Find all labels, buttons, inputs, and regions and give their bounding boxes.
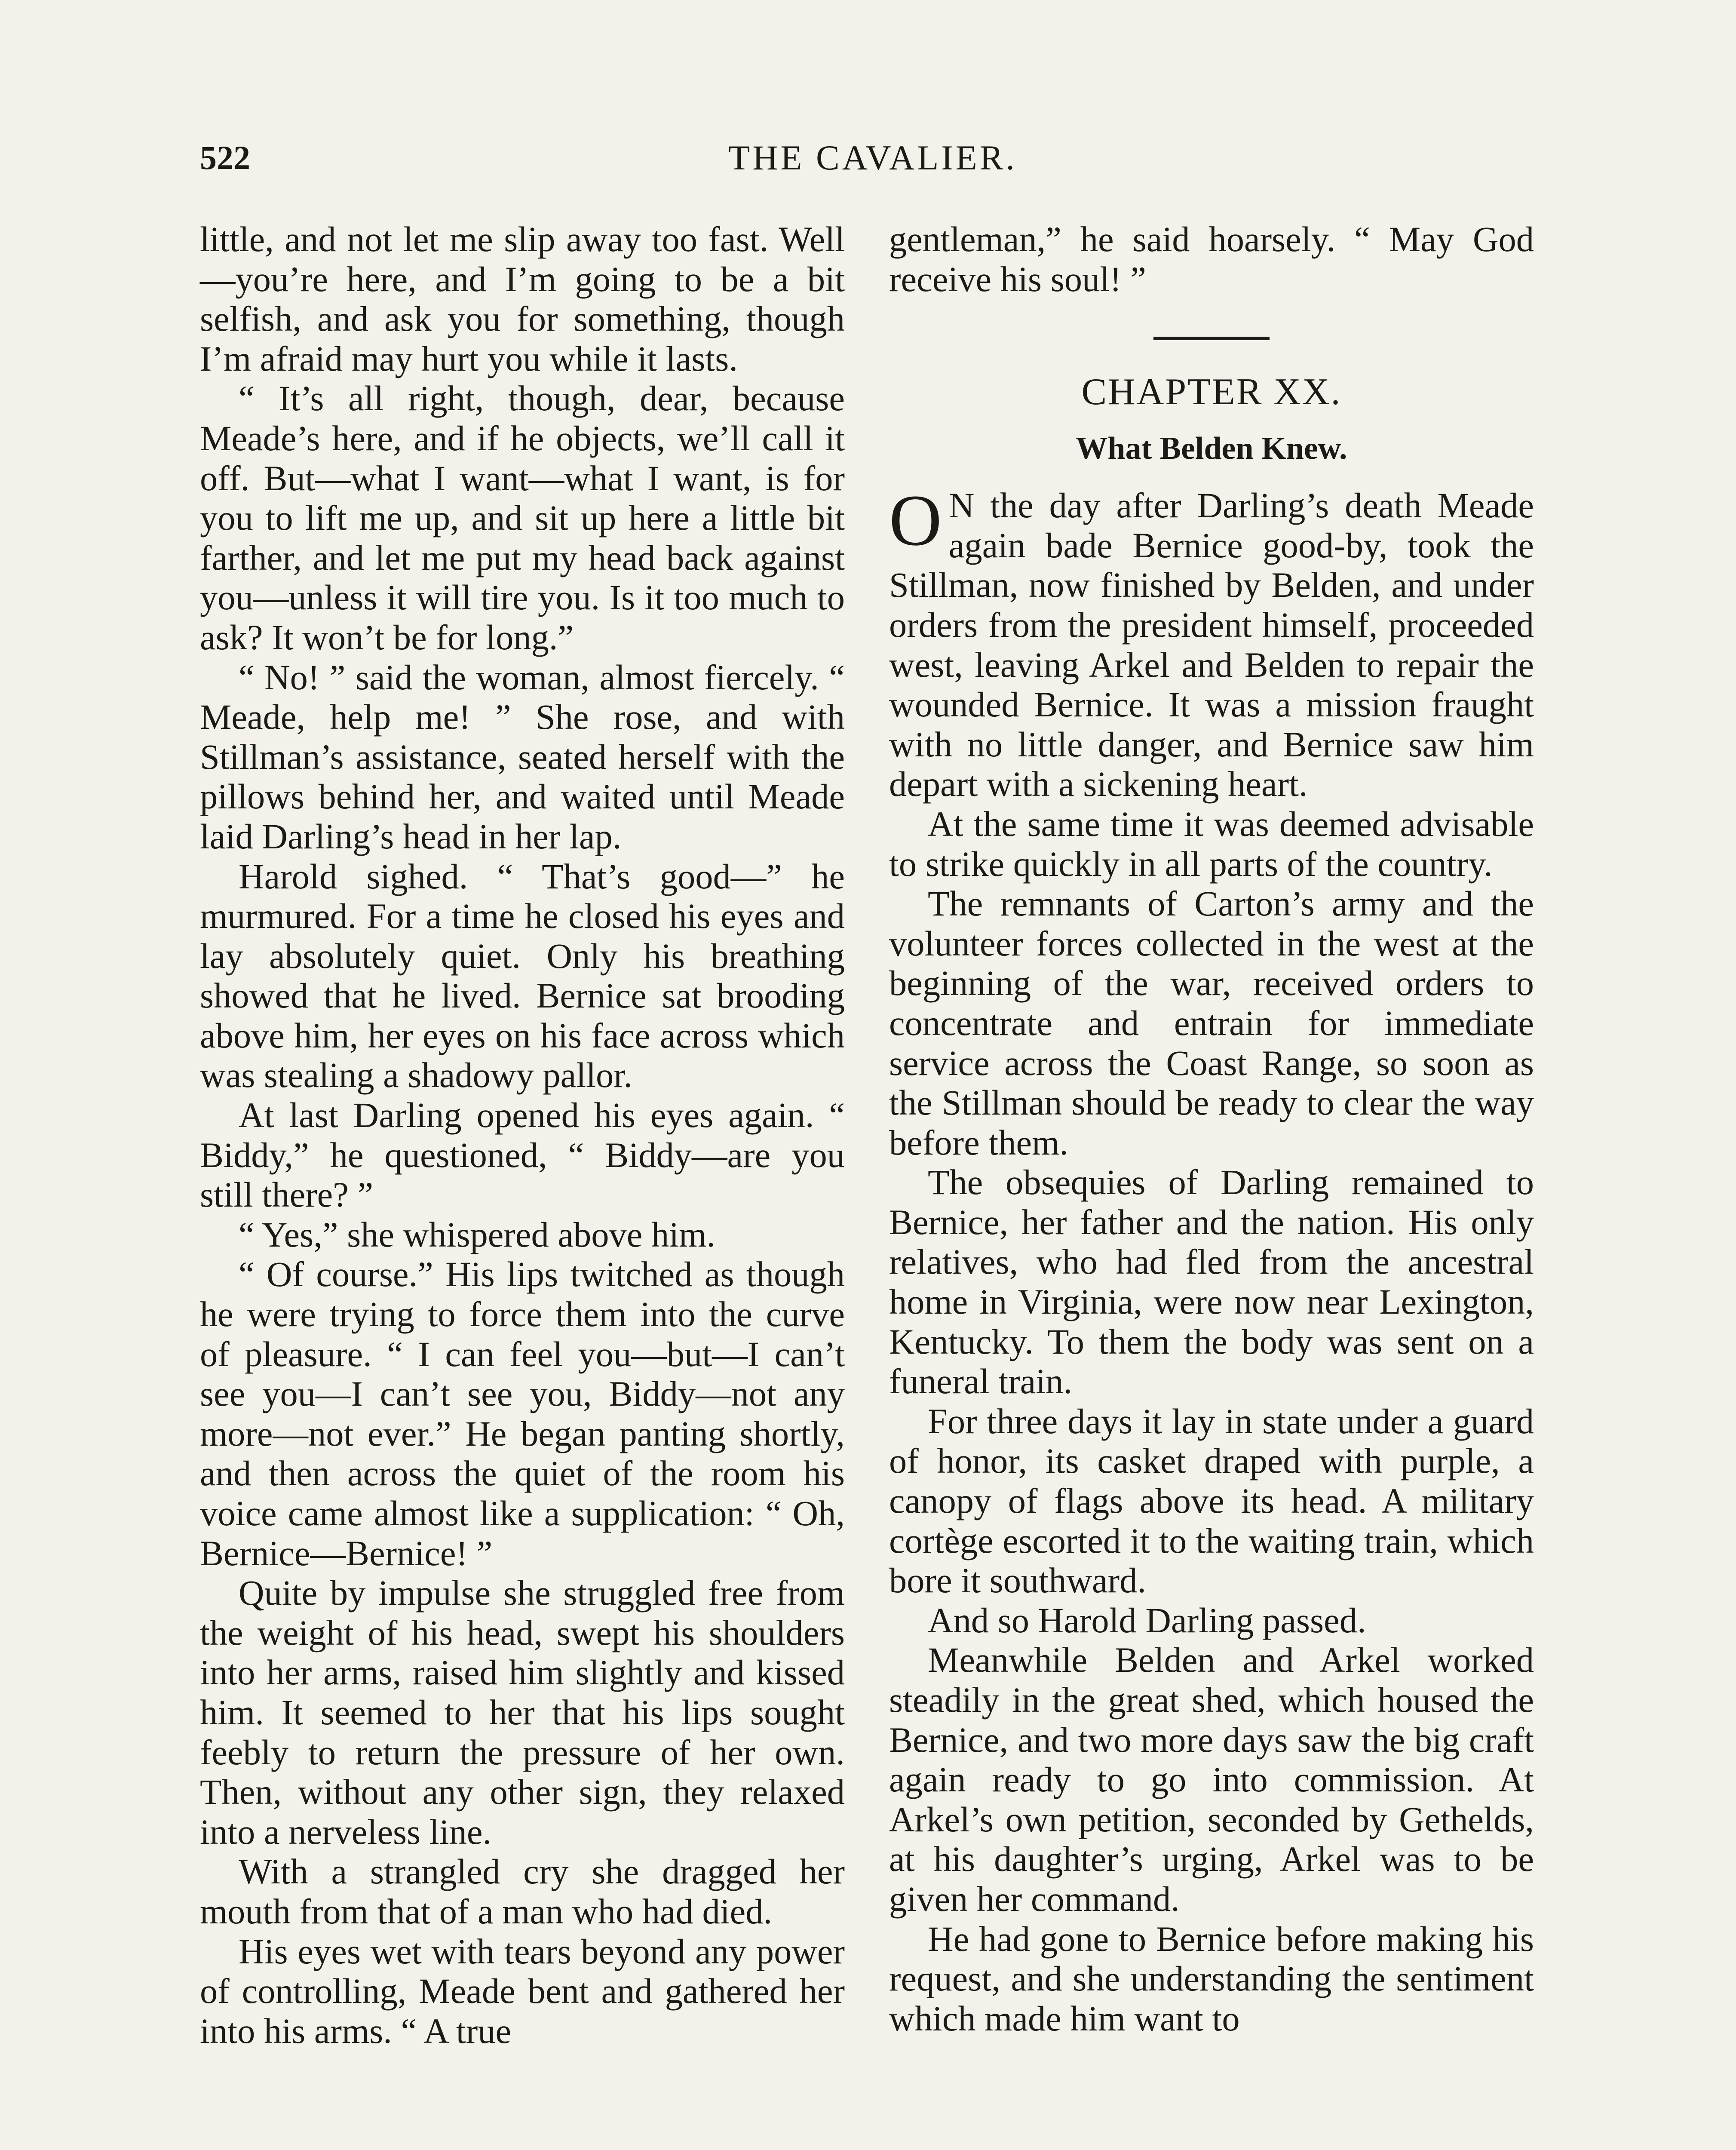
paragraph: little, and not let me slip away too fast. Well—you’re here, and I’m going to be a bit selfish, and ask you for something, though I’m afraid may hurt you while it lasts. <box>200 219 845 378</box>
left-column <box>200 219 845 2051</box>
page-number: 522 <box>200 139 250 176</box>
paragraph-text: the day after Darling’s death Meade again bade Bernice good-by, took the Stillman, now finished by Belden, and under orders from the president himself, proceeded west, leaving Arkel and Belden to repair the wounded Bernice. It was a mission fraught with no little danger, and Bernice saw him depart with a sickening heart. <box>889 485 1534 804</box>
paragraph: “ No! ” said the woman, almost fiercely. “ Meade, help me! ” She rose, and with Stillman’s assistance, seated herself with the pillows behind her, and waited until Meade laid Darling’s head in her lap. <box>200 657 845 856</box>
paragraph: “ Yes,” she whispered above him. <box>239 1214 715 1254</box>
paragraph: Meanwhile Belden and Arkel worked steadily in the great shed, which housed the Bernice, and two more days saw the big craft again ready to go into commission. At Arkel’s own petition, seconded by Gethelds, at his daughter’s urging, Arkel was to be given her command. <box>889 1640 1534 1919</box>
paragraph: Quite by impulse she struggled free from the weight of his head, swept his shoulders into her arms, raised him slightly and kissed him. It seemed to her that his lips sought feebly to return the pressure of her own. Then, without any other sign, they relaxed into a nerveless line. <box>200 1573 845 1852</box>
chapter-subtitle: What Belden Knew. <box>1076 431 1347 467</box>
paragraph: gentleman,” he said hoarsely. “ May God receive his soul! ” <box>889 219 1534 299</box>
paragraph: The obsequies of Darling remained to Bernice, her father and the nation. His only relatives, who had fled from the ancestral home in Virginia, were now near Lexington, Kentucky. To them the body was sent on a funeral train. <box>889 1162 1534 1401</box>
paragraph: “ It’s all right, though, dear, because Meade’s here, and if he objects, we’ll call it off. But—what I want—what I want, is for you to lift me up, and sit up here a little bit farther, and let me put my head back against you—unless it will tire you. Is it too much to ask? It won’t be for long.” <box>200 378 845 657</box>
paragraph: At last Darling opened his eyes again. “ Biddy,” he questioned, “ Biddy—are you still there? ” <box>200 1095 845 1215</box>
drop-cap: O <box>889 480 942 561</box>
paragraph: Harold sighed. “ That’s good—” he murmured. For a time he closed his eyes and lay absolutely quiet. Only his breathing showed that he lived. Bernice sat brooding above him, her eyes on his face across which was stealing a shadowy pallor. <box>200 856 845 1095</box>
running-head: THE CAVALIER. <box>728 138 1017 177</box>
paragraph: And so Harold Darling passed. <box>928 1600 1366 1640</box>
chapter-first-paragraph <box>889 480 1534 804</box>
drop-cap-continuation: N <box>948 485 975 525</box>
paragraph: With a strangled cry she dragged her mouth from that of a man who had died. <box>200 1852 845 1931</box>
right-column <box>889 219 1534 2038</box>
paragraph: The remnants of Carton’s army and the volunteer forces collected in the west at the beginning of the war, received orders to concentrate and entrain for immediate service across the Coast Range, so soon as the Stillman should be ready to clear the way before them. <box>889 884 1534 1162</box>
paragraph: He had gone to Bernice before making his request, and she understanding the sentiment which made him want to <box>889 1919 1534 2038</box>
paragraph: His eyes wet with tears beyond any power of controlling, Meade bent and gathered her into his arms. “ A true <box>200 1931 845 2051</box>
paragraph: At the same time it was deemed advisable to strike quickly in all parts of the country. <box>889 804 1534 884</box>
paragraph: “ Of course.” His lips twitched as though he were trying to force them into the curve of pleasure. “ I can feel you—but—I can’t see you—I can’t see you, Biddy—not any more—not ever.” He began panting shortly, and then across the quiet of the room his voice came almost like a supplication: “ Oh, Bernice—Bernice! ” <box>200 1254 845 1573</box>
page-header <box>200 134 1546 181</box>
section-divider <box>1153 337 1270 340</box>
chapter-title: CHAPTER XX. <box>1081 371 1342 413</box>
paragraph: For three days it lay in state under a guard of honor, its casket draped with purple, a canopy of flags above its head. A military cortège escorted it to the waiting train, which bore it southward. <box>889 1401 1534 1600</box>
